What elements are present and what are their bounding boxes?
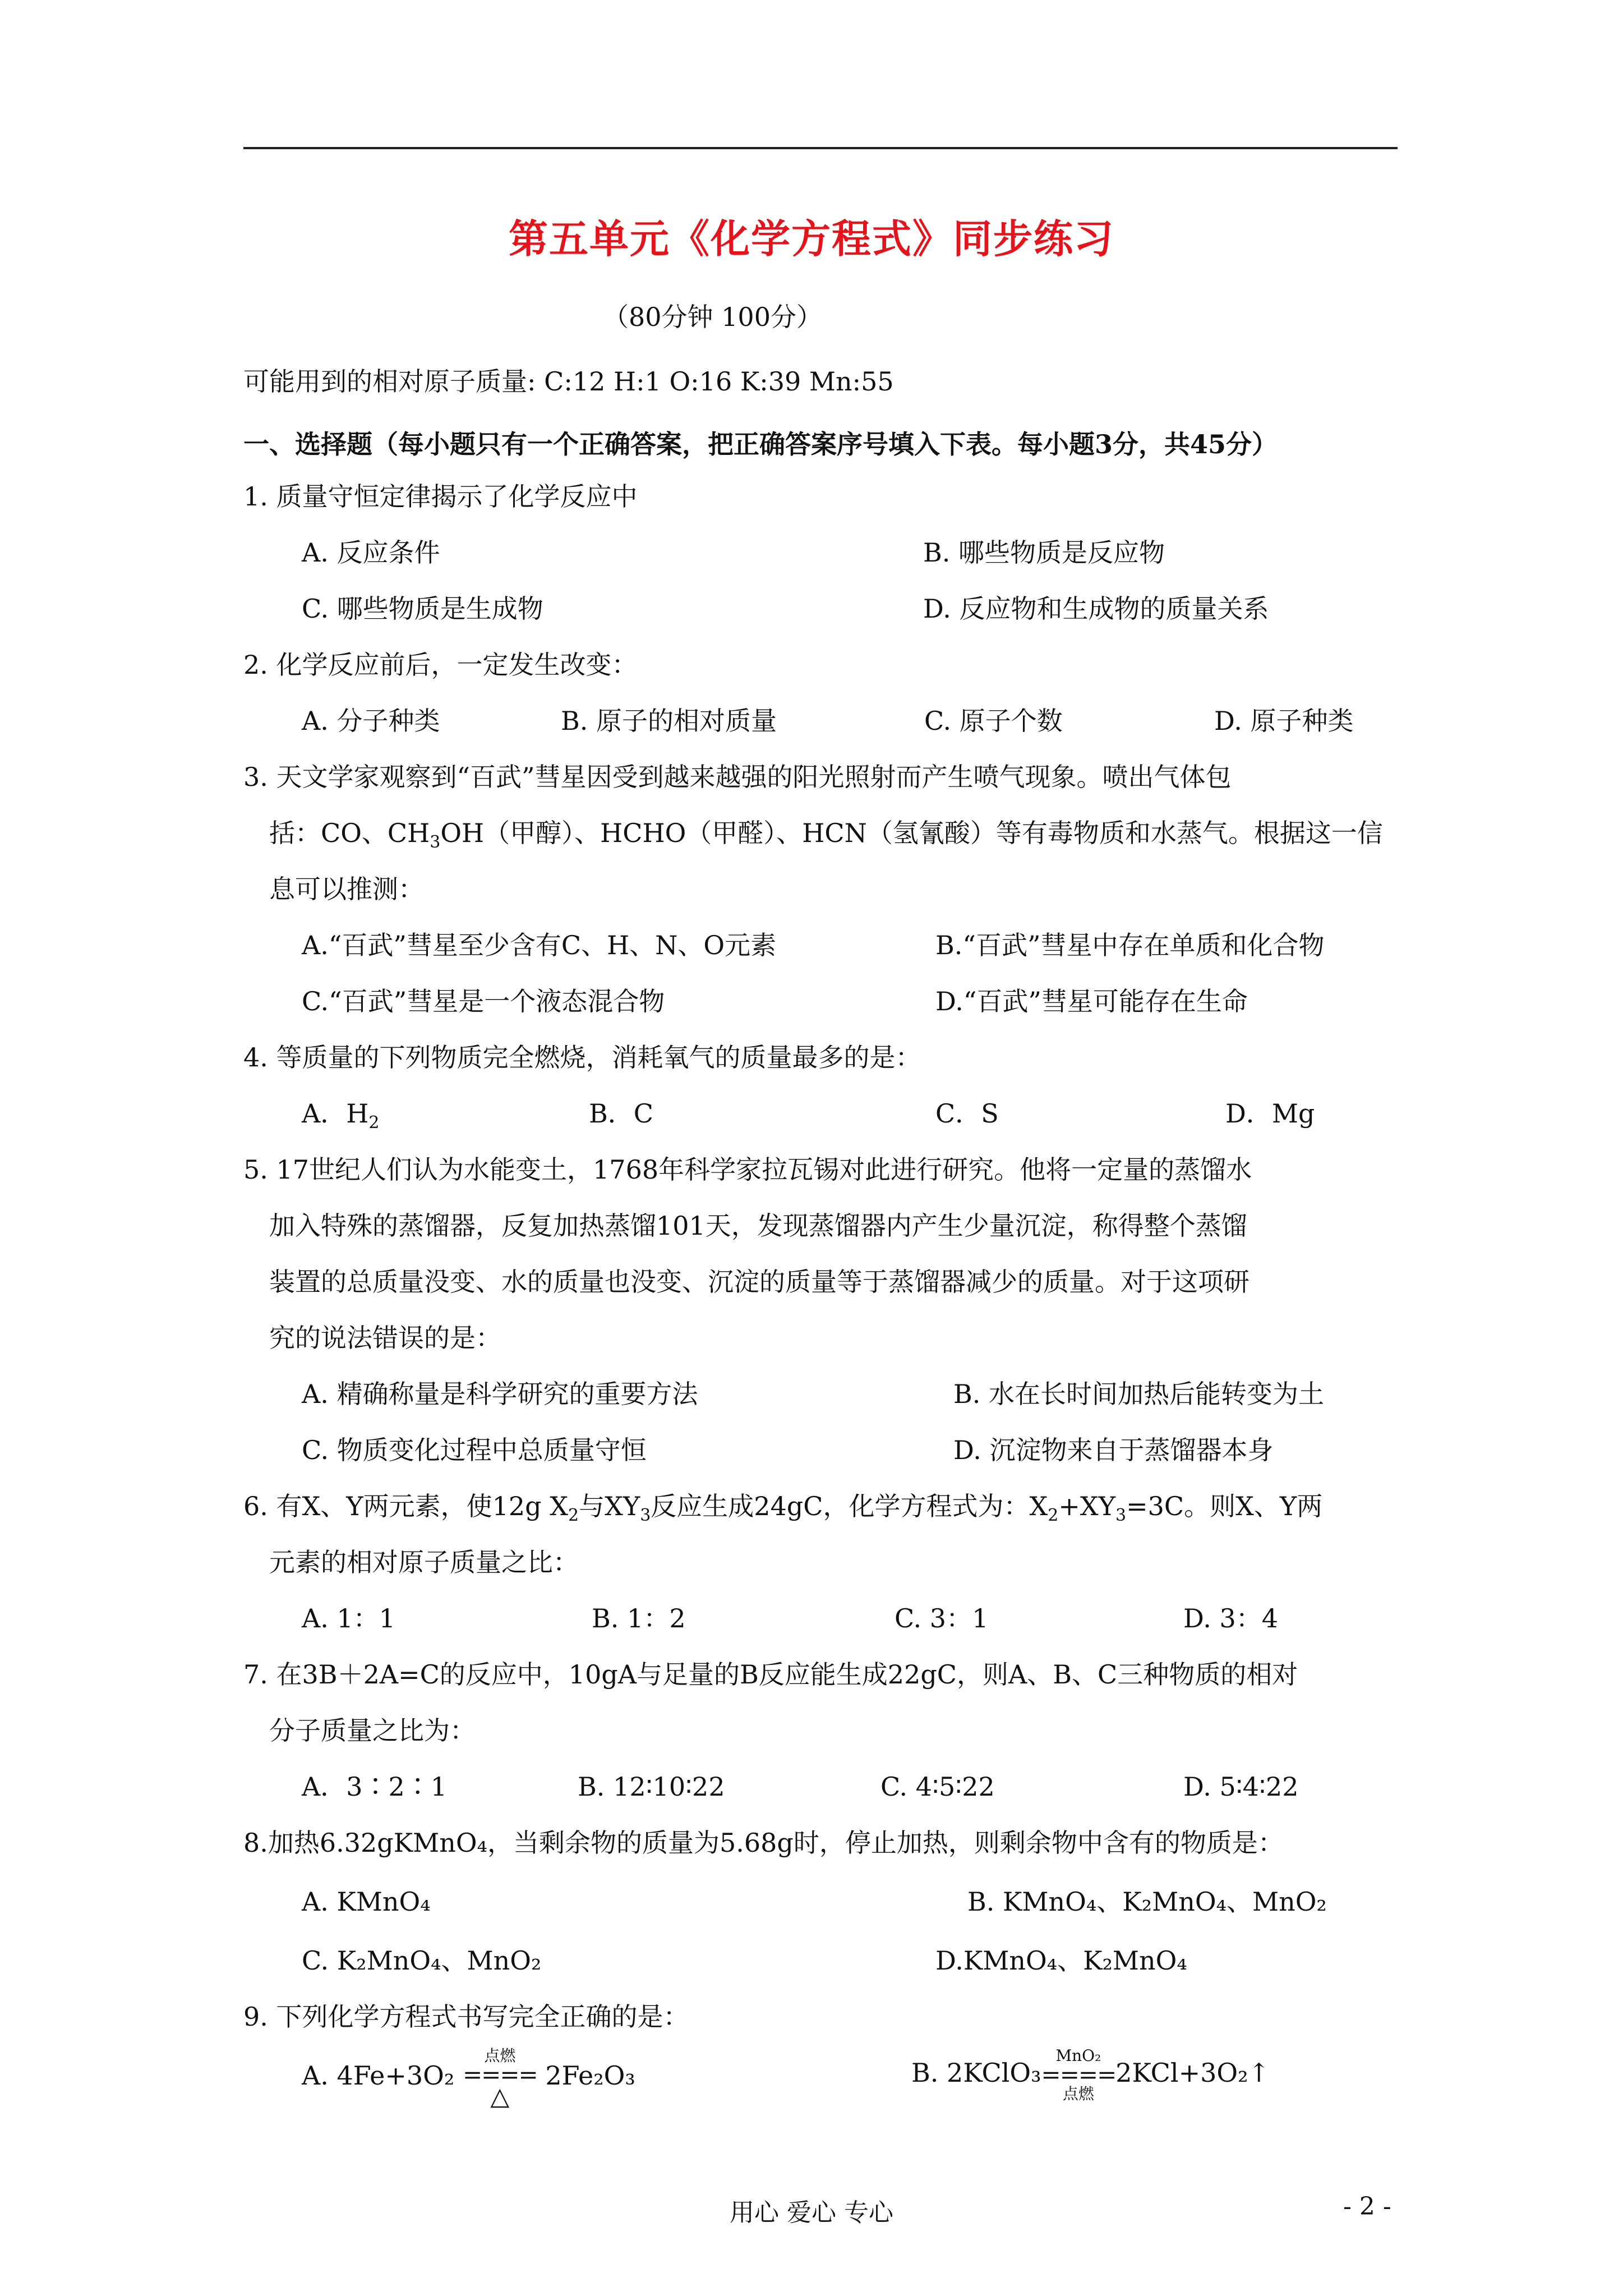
q7-option-a: A．3∶2∶1 [302,1772,448,1802]
q3-option-d: D.“百武”彗星可能存在生命 [935,986,1248,1016]
question-3-line-3: 息可以推测： [269,874,424,904]
q3-option-b: B.“百武”彗星中存在单质和化合物 [935,930,1325,960]
q5-option-c: C. 物质变化过程中总质量守恒 [302,1435,647,1465]
section-heading: 一、选择题（每小题只有一个正确答案，把正确答案序号填入下表。每小题3分，共45分） [243,429,1278,459]
q4-option-a: A．$H_2$ [302,1098,380,1133]
q5-option-b: B. 水在长时间加热后能转变为土 [953,1379,1325,1409]
q6-option-d: D. 3：4 [1183,1603,1279,1634]
q8-option-a: A. KMnO₄ [302,1887,431,1917]
question-2: 2. 化学反应前后，一定发生改变： [243,650,638,680]
question-5-line-4: 究的说法错误的是： [269,1323,501,1353]
question-8: 8.加热6.32gKMnO₄，当剩余物的质量为5.68g时，停止加热，则剩余物中含有的物质是： [243,1828,1284,1858]
q7-option-d: D. 5∶4∶22 [1183,1772,1299,1802]
q9-option-a: A. 4Fe+3O₂ 点燃 ==== △ 2Fe₂O₃ [302,2046,635,2111]
question-1: 1. 质量守恒定律揭示了化学反应中 [243,481,638,512]
question-3-line-1: 3. 天文学家观察到“百武”彗星因受到越来越强的阳光照射而产生喷气现象。喷出气体包 [243,762,1232,792]
page-number: - 2 - [1343,2192,1391,2221]
footer-motto: 用心 爱心 专心 [730,2198,893,2227]
q1-option-d: D. 反应物和生成物的质量关系 [923,593,1269,624]
reaction-condition-a: 点燃 ==== △ [462,2046,537,2111]
q1-option-c: C. 哪些物质是生成物 [302,593,543,624]
q1-option-a: A. 反应条件 [302,537,440,568]
q7-option-b: B. 12∶10∶22 [578,1772,725,1802]
q6-option-a: A. 1：1 [302,1603,395,1634]
q8-option-d: D.KMnO₄、K₂MnO₄ [935,1945,1187,1976]
page-title: 第五单元《化学方程式》同步练习 [509,215,1114,262]
subtitle: （80分钟 100分） [603,302,822,332]
q5-option-d: D. 沉淀物来自于蒸馏器本身 [953,1435,1274,1465]
q8-option-c: C. K₂MnO₄、MnO₂ [302,1945,542,1976]
q2-option-d: D. 原子种类 [1214,706,1354,736]
question-9: 9. 下列化学方程式书写完全正确的是： [243,2001,689,2032]
question-5-line-1: 5. 17世纪人们认为水能变土，1768年科学家拉瓦锡对此进行研究。他将一定量的蒸馏水 [243,1154,1252,1185]
question-5-line-2: 加入特殊的蒸馏器，反复加热蒸馏101天，发现蒸馏器内产生少量沉淀，称得整个蒸馏 [269,1211,1247,1241]
q1-option-b: B. 哪些物质是反应物 [923,537,1165,568]
question-7-line-2: 分子质量之比为： [269,1715,476,1746]
question-6-line-2: 元素的相对原子质量之比： [269,1547,579,1577]
q3-option-a: A.“百武”彗星至少含有C、H、N、O元素 [302,930,777,960]
header-rule [243,147,1398,149]
q6-option-b: B. 1：2 [592,1603,686,1634]
q8-option-b: B. KMnO₄、K₂MnO₄、MnO₂ [967,1887,1327,1917]
atomic-mass-line: 可能用到的相对原子质量: C:12 H:1 O:16 K:39 Mn:55 [243,366,894,397]
q3-option-c: C.“百武”彗星是一个液态混合物 [302,986,665,1016]
q4-option-c: C．S [935,1098,999,1129]
q5-option-a: A. 精确称量是科学研究的重要方法 [302,1379,698,1409]
q6-option-c: C. 3：1 [895,1603,989,1634]
question-7-line-1: 7. 在3B＋2A=C的反应中，10gA与足量的B反应能生成22gC，则A、B、C三种物质的相对 [243,1659,1298,1690]
q2-option-b: B. 原子的相对质量 [561,706,777,736]
q4-option-d: D．Mg [1225,1098,1315,1129]
reaction-condition-b: MnO₂ ==== 点燃 [1041,2046,1116,2103]
question-3-line-2: 括：CO、$CH_3OH$（甲醇）、HCHO（甲醛）、HCN（氢氰酸）等有毒物质和水蒸气。根据这一信 [269,818,1383,852]
q7-option-c: C. 4∶5∶22 [880,1772,995,1802]
q2-option-c: C. 原子个数 [924,706,1063,736]
question-6-line-1: 6. 有X、Y两元素，使12g $X_2$与$XY_3$反应生成24gC，化学方程式为：$X_2+XY_3=3C$。则X、Y两 [243,1491,1323,1525]
question-4: 4. 等质量的下列物质完全燃烧，消耗氧气的质量最多的是： [243,1042,921,1073]
q2-option-a: A. 分子种类 [302,706,440,736]
question-5-line-3: 装置的总质量没变、水的质量也没变、沉淀的质量等于蒸馏器减少的质量。对于这项研 [269,1267,1249,1297]
q4-option-b: B．C [589,1098,653,1129]
q9-option-b: B. 2KClO₃ MnO₂ ==== 点燃 2KCl+3O₂↑ [911,2046,1270,2103]
